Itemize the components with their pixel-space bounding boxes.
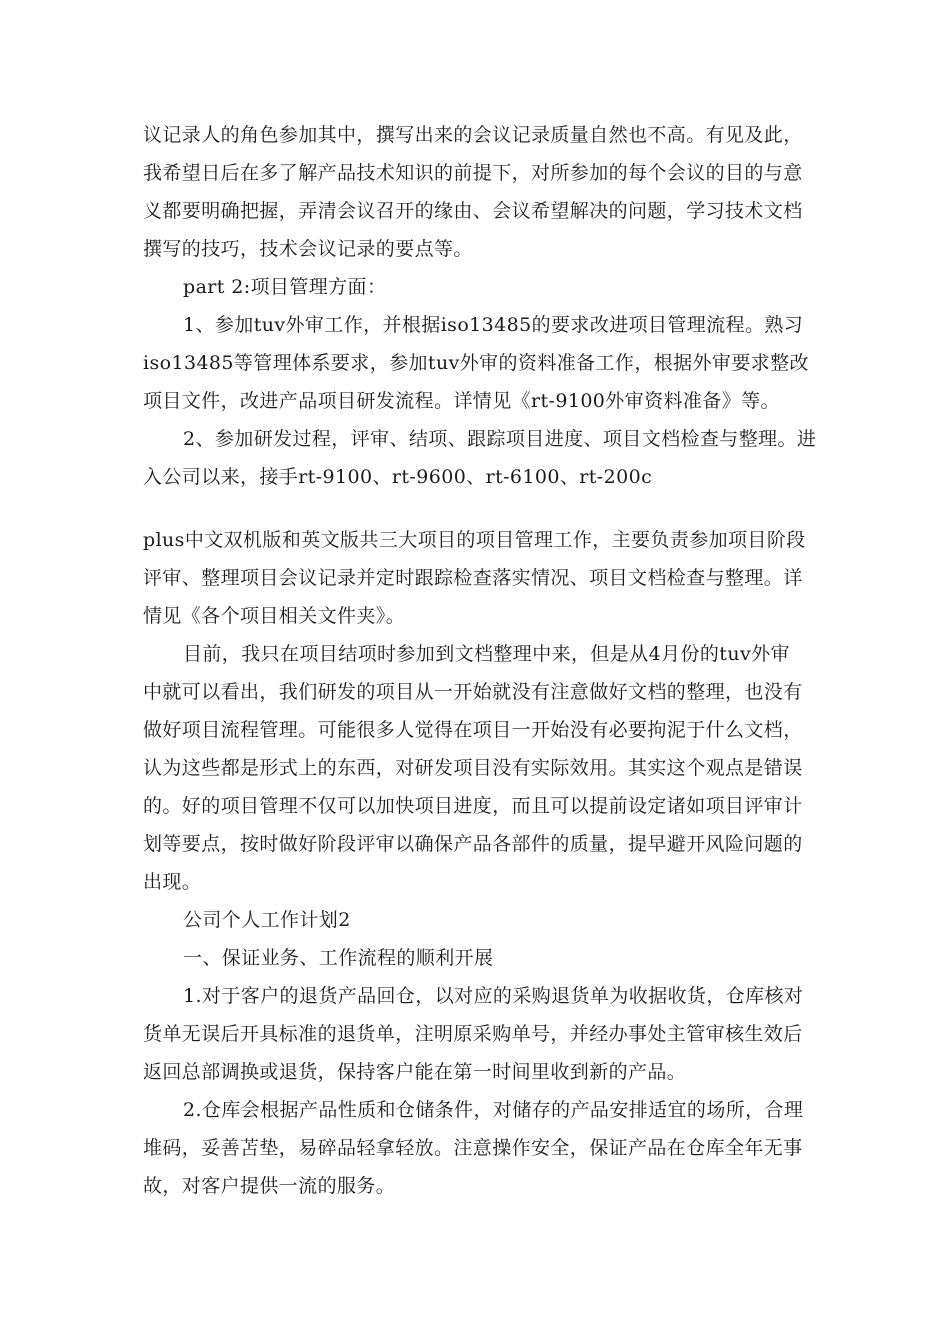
text-line: 返回总部调换或退货，保持客户能在第一时间里收到新的产品。 (143, 1061, 687, 1083)
text-line: 货单无误后开具标准的退货单，注明原采购单号，并经办事处主管审核生效后 (143, 1023, 803, 1045)
text-line: iso13485等管理体系要求，参加tuv外审的资料准备工作，根据外审要求整改 (143, 352, 809, 374)
text-line: 故，对客户提供一流的服务。 (143, 1175, 396, 1197)
text-line: 划等要点，按时做好阶段评审以确保产品各部件的质量，提早避开风险问题的 (143, 833, 803, 855)
text-line: 1、参加tuv外审工作，并根据iso13485的要求改进项目管理流程。熟习 (183, 314, 804, 336)
text-line: 中就可以看出，我们研发的项目从一开始就没有注意做好文档的整理，也没有 (143, 681, 803, 703)
section-heading: part 2:项目管理方面： (183, 276, 387, 298)
document-title: 公司个人工作计划2 (183, 909, 351, 931)
text-line: 2.仓库会根据产品性质和仓储条件，对储存的产品安排适宜的场所，合理 (183, 1099, 804, 1121)
text-line: 2、参加研发过程，评审、结项、跟踪项目进度、项目文档检查与整理。进 (183, 428, 817, 450)
text-line: 义都要明确把握，弄清会议召开的缘由、会议希望解决的问题，学习技术文档 (143, 200, 803, 222)
text-line: 议记录人的角色参加其中，撰写出来的会议记录质量自然也不高。有见及此， (143, 124, 803, 146)
text-line: 入公司以来，接手rt-9100、rt-9600、rt-6100、rt-200c (143, 466, 653, 488)
text-line: 出现。 (143, 871, 202, 893)
text-line: 项目文件，改进产品项目研发流程。详情见《rt-9100外审资料准备》等。 (143, 390, 780, 412)
text-line: 堆码，妥善苫垫，易碎品轻拿轻放。注意操作安全，保证产品在仓库全年无事 (143, 1137, 803, 1159)
text-line: 目前，我只在项目结项时参加到文档整理中来，但是从4月份的tuv外审 (183, 643, 790, 665)
text-line: 1.对于客户的退货产品回仓，以对应的采购退货单为收据收货，仓库核对 (183, 985, 804, 1007)
text-line: plus中文双机版和英文版共三大项目的项目管理工作，主要负责参加项目阶段 (143, 529, 806, 551)
text-line: 我希望日后在多了解产品技术知识的前提下，对所参加的每个会议的目的与意 (143, 162, 803, 184)
text-line: 的。好的项目管理不仅可以加快项目进度，而且可以提前设定诸如项目评审计 (143, 795, 803, 817)
section-heading: 一、保证业务、工作流程的顺利开展 (183, 947, 494, 969)
text-line: 做好项目流程管理。可能很多人觉得在项目一开始没有必要拘泥于什么文档， (143, 719, 803, 741)
text-line: 认为这些都是形式上的东西，对研发项目没有实际效用。其实这个观点是错误 (143, 757, 803, 779)
text-line: 撰写的技巧，技术会议记录的要点等。 (143, 238, 473, 260)
text-line: 情见《各个项目相关文件夹》。 (143, 605, 406, 627)
text-line: 评审、整理项目会议记录并定时跟踪检查落实情况、项目文档检查与整理。详 (143, 567, 803, 589)
